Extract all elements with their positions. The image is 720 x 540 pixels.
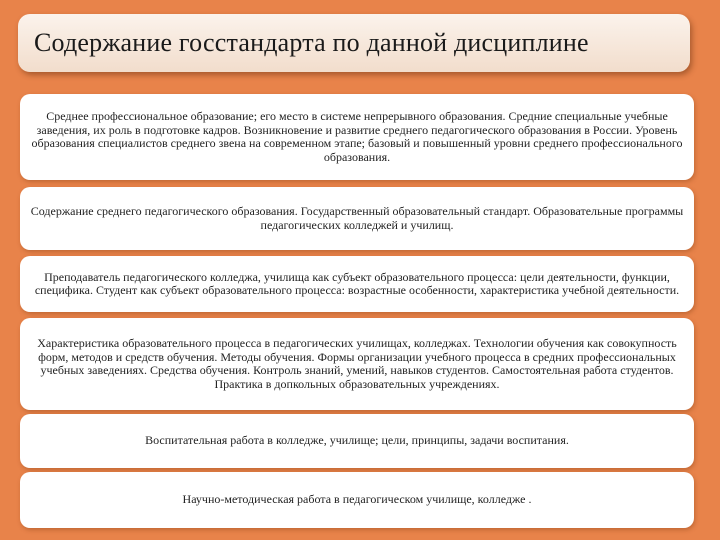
list-item bbox=[20, 256, 694, 312]
list-item-text: Научно-методическая работа в педагогическом училище, колледже . bbox=[182, 492, 532, 507]
list-item-text: Воспитательная работа в колледже, училище; цели, принципы, задачи воспитания. bbox=[145, 433, 569, 448]
list-item bbox=[20, 318, 694, 410]
list-item-text: Преподаватель педагогического колледжа, училища как субъект образовательного процесса: цели деятельности, функции, специфика. Студент как субъект образовательного процесса: возрастные особенности, характеристика учебной деятельности. bbox=[34, 269, 680, 297]
list-item bbox=[20, 414, 694, 468]
page-title: Содержание госстандарта по данной дисциплине bbox=[34, 28, 589, 57]
list-item bbox=[20, 472, 694, 528]
list-item-text: Характеристика образовательного процесса в педагогических училищах, колледжах. Технологии обучения как совокупность форм, методов и средств обучения. Методы обучения. Формы организации учебного процесса в средних профессиональных учебных заведениях. Средства обучения. Контроль знаний, умений, навыков студентов. Самостоятельная работа студентов. Практика в допкольных образовательных учреждениях. bbox=[37, 336, 677, 391]
list-item-text: Содержание среднего педагогического образования. Государственный образовательный стандарт. Образовательные программы педагогических колледжей и училищ. bbox=[30, 204, 684, 232]
list-item bbox=[20, 94, 694, 180]
list-item bbox=[20, 187, 694, 250]
list-item-text: Среднее профессиональное образование; его место в системе непрерывного образования. Средние специальные учебные заведения, их роль в подготовке кадров. Возникновение и развитие среднего педагогического образования в России. Уровень образования специалистов среднего звена на современном этапе; базовый и повышенный уровни среднего профессионального образования. bbox=[31, 109, 683, 164]
